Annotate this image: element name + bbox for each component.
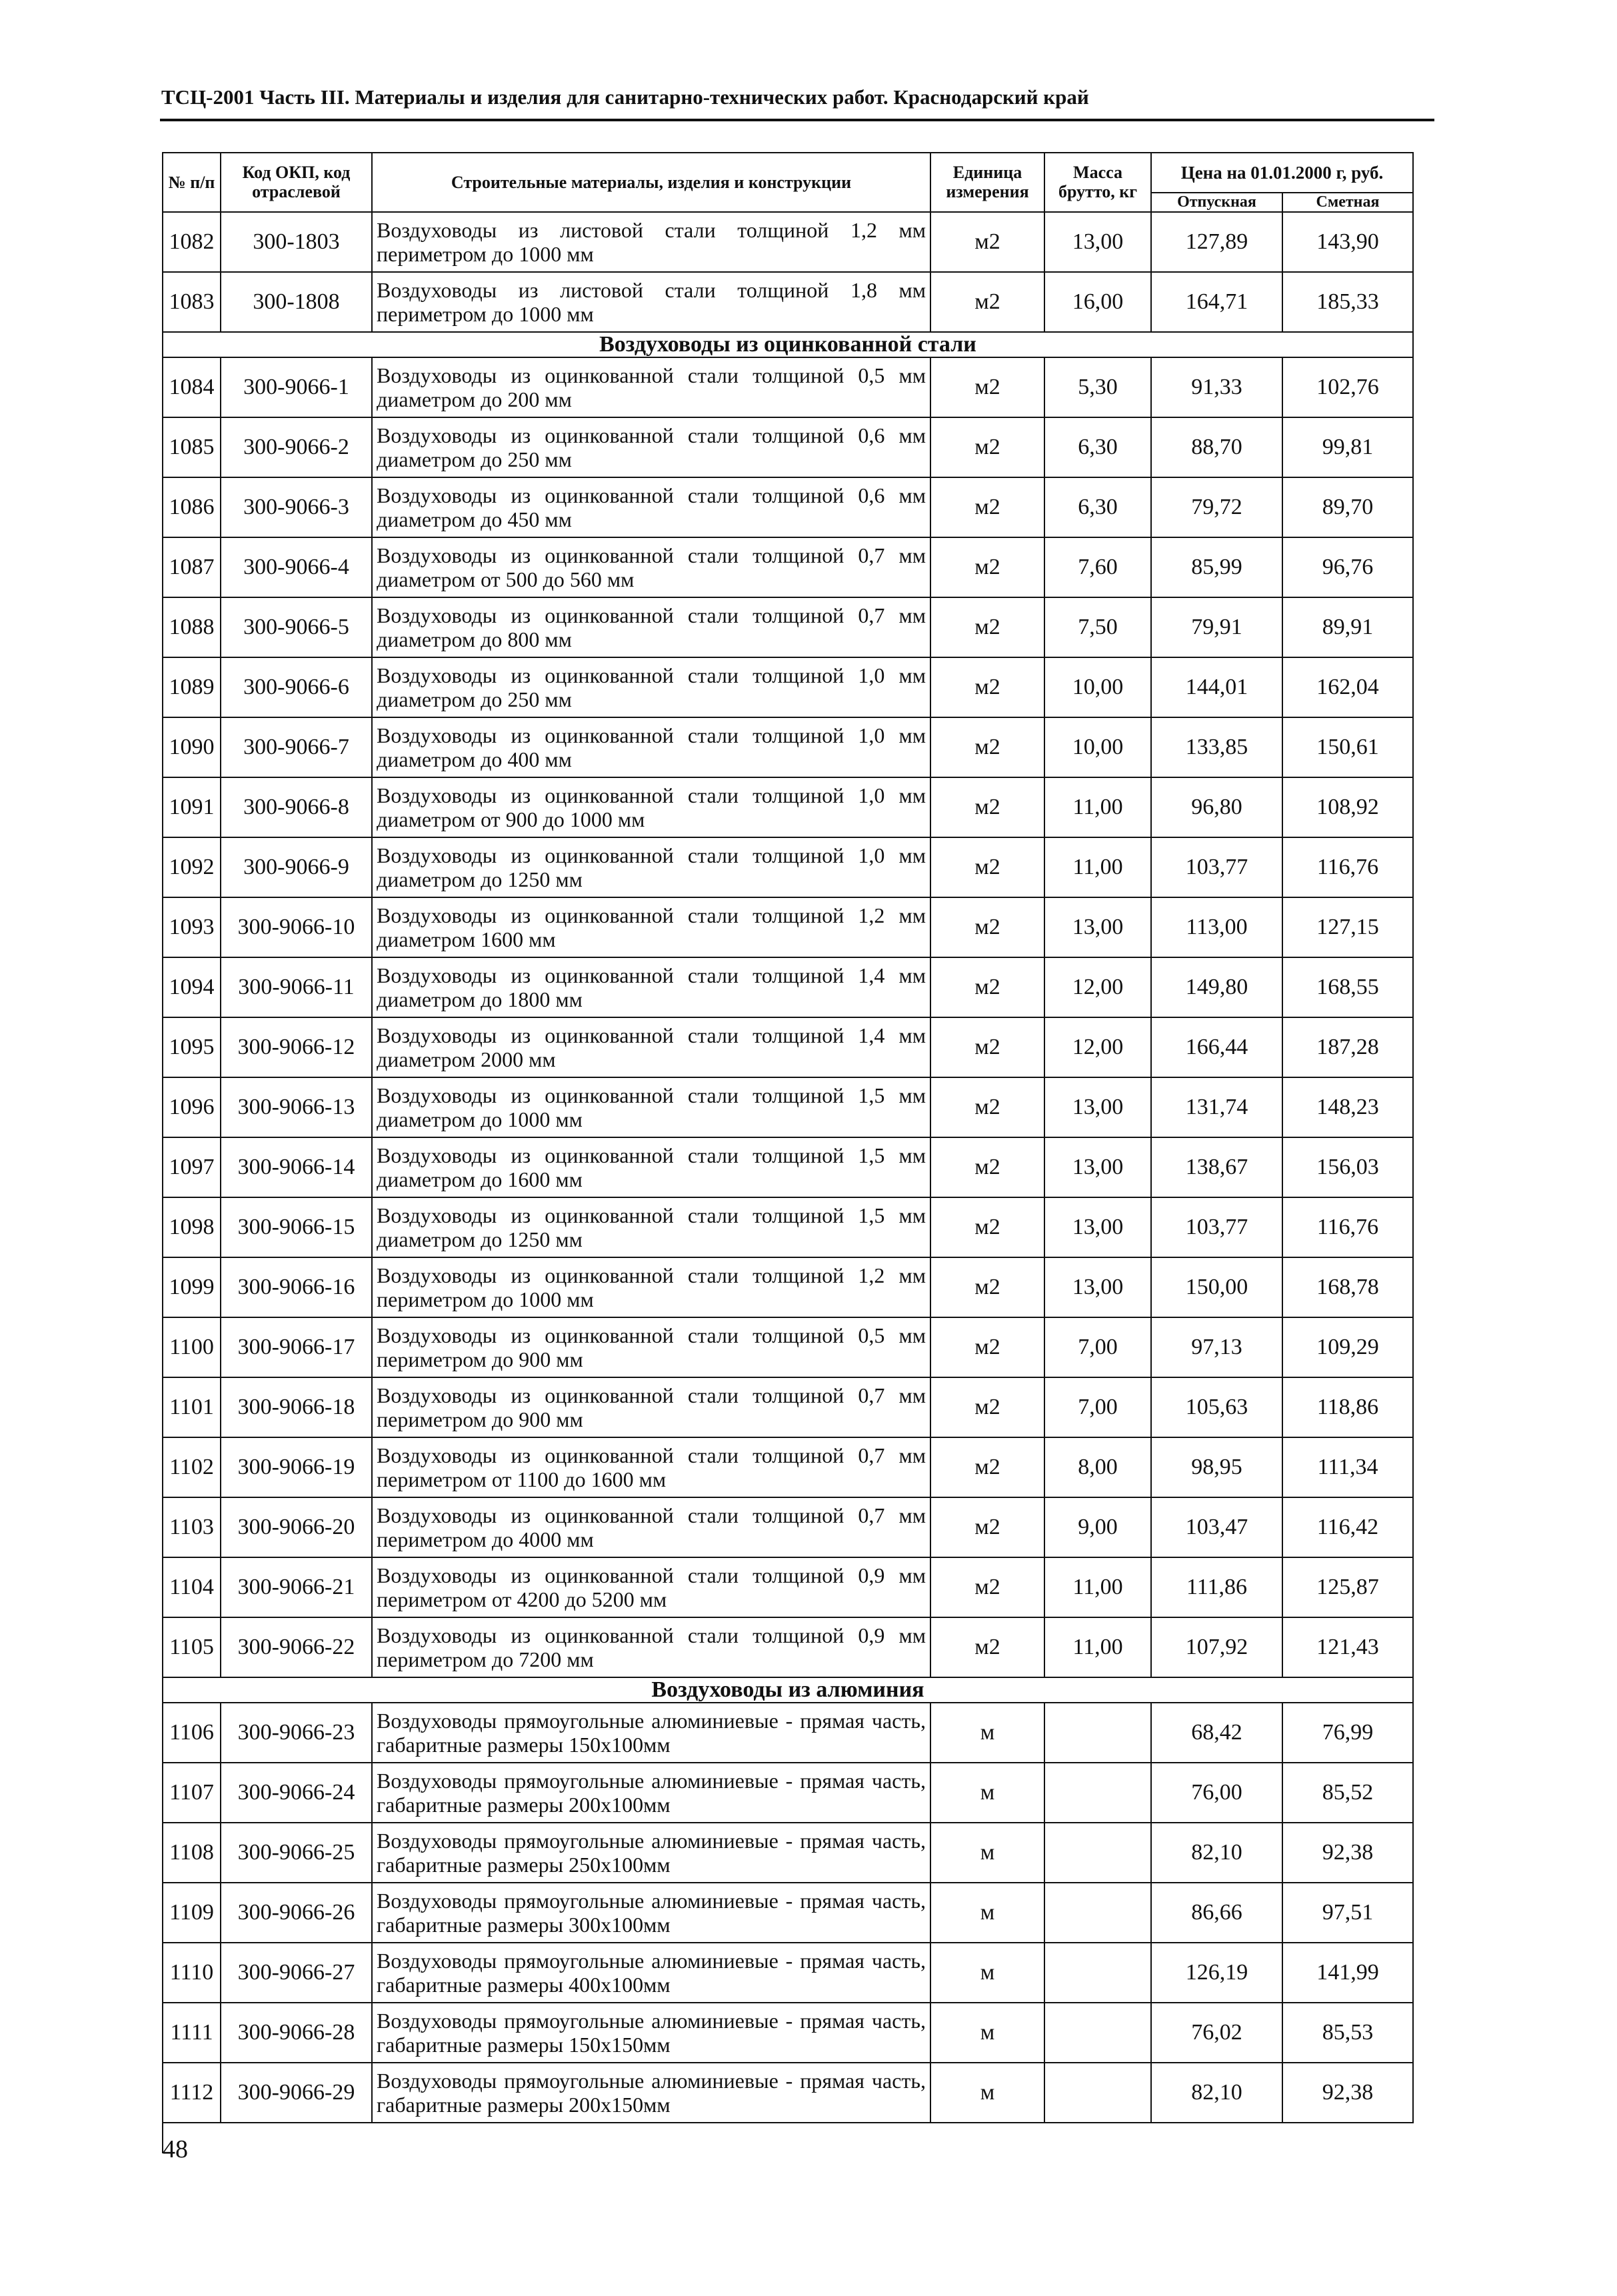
cell-code: 300-9066-28 bbox=[221, 2003, 372, 2063]
cell-mass: 6,30 bbox=[1044, 477, 1151, 537]
cell-mass: 12,00 bbox=[1044, 957, 1151, 1017]
cell-unit: м2 bbox=[930, 597, 1044, 657]
cell-num: 1095 bbox=[163, 1017, 221, 1077]
cell-estimate: 85,53 bbox=[1282, 2003, 1413, 2063]
table-row bbox=[163, 1317, 1413, 1377]
cell-code: 300-9066-23 bbox=[221, 1703, 372, 1763]
cell-estimate: 118,86 bbox=[1282, 1377, 1413, 1437]
header-rule bbox=[160, 119, 1434, 121]
cell-num: 1103 bbox=[163, 1497, 221, 1557]
cell-num: 1084 bbox=[163, 357, 221, 417]
cell-unit: м bbox=[930, 1823, 1044, 1883]
table-row bbox=[163, 1197, 1413, 1257]
table-row bbox=[163, 272, 1413, 332]
table-row bbox=[163, 1823, 1413, 1883]
col-header-unit: Единица измерения bbox=[930, 153, 1044, 212]
section-title-galvanized: Воздуховоды из оцинкованной стали bbox=[163, 332, 1413, 357]
cell-mass: 13,00 bbox=[1044, 897, 1151, 957]
cell-code: 300-9066-9 bbox=[221, 837, 372, 897]
cell-code: 300-9066-11 bbox=[221, 957, 372, 1017]
cell-unit: м bbox=[930, 1943, 1044, 2003]
cell-name: Воздуховоды из листовой стали толщиной 1,8 мм периметром до 1000 мм bbox=[372, 272, 930, 332]
cell-estimate: 89,91 bbox=[1282, 597, 1413, 657]
cell-release: 150,00 bbox=[1151, 1257, 1282, 1317]
cell-code: 300-9066-5 bbox=[221, 597, 372, 657]
cell-num: 1101 bbox=[163, 1377, 221, 1437]
section-galvanized bbox=[163, 332, 1413, 357]
col-header-code: Код ОКП, код отраслевой bbox=[221, 153, 372, 212]
cell-num: 1100 bbox=[163, 1317, 221, 1377]
cell-num: 1099 bbox=[163, 1257, 221, 1317]
cell-name: Воздуховоды из оцинкованной стали толщиной 1,5 мм диаметром до 1000 мм bbox=[372, 1077, 930, 1137]
cell-code: 300-9066-24 bbox=[221, 1763, 372, 1823]
cell-name: Воздуховоды прямоугольные алюминиевые - прямая часть, габаритные размеры 200x150мм bbox=[372, 2063, 930, 2123]
cell-mass bbox=[1044, 2003, 1151, 2063]
section-title-aluminium: Воздуховоды из алюминия bbox=[163, 1677, 1413, 1703]
cell-num: 1107 bbox=[163, 1763, 221, 1823]
cell-estimate: 108,92 bbox=[1282, 777, 1413, 837]
cell-num: 1109 bbox=[163, 1883, 221, 1943]
cell-name: Воздуховоды из оцинкованной стали толщиной 1,2 мм периметром до 1000 мм bbox=[372, 1257, 930, 1317]
cell-unit: м2 bbox=[930, 1437, 1044, 1497]
cell-unit: м2 bbox=[930, 657, 1044, 717]
cell-estimate: 109,29 bbox=[1282, 1317, 1413, 1377]
cell-unit: м2 bbox=[930, 1137, 1044, 1197]
table-row bbox=[163, 897, 1413, 957]
cell-unit: м2 bbox=[930, 357, 1044, 417]
cell-code: 300-9066-4 bbox=[221, 537, 372, 597]
cell-mass: 11,00 bbox=[1044, 777, 1151, 837]
cell-code: 300-9066-17 bbox=[221, 1317, 372, 1377]
cell-estimate: 168,78 bbox=[1282, 1257, 1413, 1317]
cell-unit: м2 bbox=[930, 272, 1044, 332]
cell-estimate: 125,87 bbox=[1282, 1557, 1413, 1617]
table-row bbox=[163, 717, 1413, 777]
cell-mass: 10,00 bbox=[1044, 657, 1151, 717]
cell-unit: м bbox=[930, 1763, 1044, 1823]
cell-release: 113,00 bbox=[1151, 897, 1282, 957]
cell-name: Воздуховоды из листовой стали толщиной 1,2 мм периметром до 1000 мм bbox=[372, 212, 930, 272]
cell-unit: м2 bbox=[930, 957, 1044, 1017]
cell-unit: м2 bbox=[930, 1377, 1044, 1437]
cell-num: 1092 bbox=[163, 837, 221, 897]
cell-mass: 8,00 bbox=[1044, 1437, 1151, 1497]
cell-code: 300-9066-13 bbox=[221, 1077, 372, 1137]
cell-code: 300-9066-22 bbox=[221, 1617, 372, 1677]
cell-name: Воздуховоды из оцинкованной стали толщиной 1,2 мм диаметром 1600 мм bbox=[372, 897, 930, 957]
cell-unit: м2 bbox=[930, 1317, 1044, 1377]
cell-num: 1108 bbox=[163, 1823, 221, 1883]
cell-release: 88,70 bbox=[1151, 417, 1282, 477]
cell-code: 300-9066-6 bbox=[221, 657, 372, 717]
cell-code: 300-9066-16 bbox=[221, 1257, 372, 1317]
cell-release: 107,92 bbox=[1151, 1617, 1282, 1677]
cell-num: 1102 bbox=[163, 1437, 221, 1497]
table-row bbox=[163, 417, 1413, 477]
cell-estimate: 96,76 bbox=[1282, 537, 1413, 597]
cell-release: 111,86 bbox=[1151, 1557, 1282, 1617]
cell-name: Воздуховоды из оцинкованной стали толщиной 0,7 мм периметром до 900 мм bbox=[372, 1377, 930, 1437]
table-row bbox=[163, 477, 1413, 537]
cell-release: 79,91 bbox=[1151, 597, 1282, 657]
cell-mass: 6,30 bbox=[1044, 417, 1151, 477]
cell-estimate: 89,70 bbox=[1282, 477, 1413, 537]
cell-unit: м2 bbox=[930, 537, 1044, 597]
table-row bbox=[163, 2003, 1413, 2063]
cell-num: 1111 bbox=[163, 2003, 221, 2063]
cell-estimate: 168,55 bbox=[1282, 957, 1413, 1017]
cell-mass: 16,00 bbox=[1044, 272, 1151, 332]
cell-release: 105,63 bbox=[1151, 1377, 1282, 1437]
table-row bbox=[163, 2063, 1413, 2123]
cell-mass bbox=[1044, 1703, 1151, 1763]
cell-release: 79,72 bbox=[1151, 477, 1282, 537]
cell-code: 300-9066-29 bbox=[221, 2063, 372, 2123]
cell-release: 96,80 bbox=[1151, 777, 1282, 837]
cell-mass: 7,50 bbox=[1044, 597, 1151, 657]
cell-mass: 11,00 bbox=[1044, 1557, 1151, 1617]
cell-code: 300-9066-21 bbox=[221, 1557, 372, 1617]
cell-estimate: 99,81 bbox=[1282, 417, 1413, 477]
cell-release: 98,95 bbox=[1151, 1437, 1282, 1497]
cell-num: 1089 bbox=[163, 657, 221, 717]
cell-name: Воздуховоды из оцинкованной стали толщиной 1,4 мм диаметром 2000 мм bbox=[372, 1017, 930, 1077]
cell-code: 300-9066-19 bbox=[221, 1437, 372, 1497]
cell-unit: м2 bbox=[930, 1197, 1044, 1257]
table-row bbox=[163, 1017, 1413, 1077]
cell-num: 1086 bbox=[163, 477, 221, 537]
cell-unit: м bbox=[930, 2003, 1044, 2063]
cell-release: 68,42 bbox=[1151, 1703, 1282, 1763]
cell-num: 1094 bbox=[163, 957, 221, 1017]
cell-release: 138,67 bbox=[1151, 1137, 1282, 1197]
cell-release: 86,66 bbox=[1151, 1883, 1282, 1943]
cell-estimate: 156,03 bbox=[1282, 1137, 1413, 1197]
cell-code: 300-1803 bbox=[221, 212, 372, 272]
cell-release: 103,47 bbox=[1151, 1497, 1282, 1557]
cell-name: Воздуховоды из оцинкованной стали толщиной 0,7 мм периметром от 1100 до 1600 мм bbox=[372, 1437, 930, 1497]
cell-mass bbox=[1044, 1943, 1151, 2003]
table-body-steel bbox=[163, 212, 1413, 332]
cell-release: 76,00 bbox=[1151, 1763, 1282, 1823]
cell-mass: 10,00 bbox=[1044, 717, 1151, 777]
cell-name: Воздуховоды прямоугольные алюминиевые - прямая часть, габаритные размеры 150x100мм bbox=[372, 1703, 930, 1763]
cell-estimate: 143,90 bbox=[1282, 212, 1413, 272]
cell-code: 300-9066-26 bbox=[221, 1883, 372, 1943]
cell-code: 300-9066-1 bbox=[221, 357, 372, 417]
cell-release: 82,10 bbox=[1151, 2063, 1282, 2123]
table-row bbox=[163, 1763, 1413, 1823]
table-row bbox=[163, 212, 1413, 272]
cell-release: 133,85 bbox=[1151, 717, 1282, 777]
cell-estimate: 97,51 bbox=[1282, 1883, 1413, 1943]
cell-num: 1097 bbox=[163, 1137, 221, 1197]
col-header-name: Строительные материалы, изделия и конструкции bbox=[372, 153, 930, 212]
cell-mass: 13,00 bbox=[1044, 1077, 1151, 1137]
cell-code: 300-9066-20 bbox=[221, 1497, 372, 1557]
cell-num: 1106 bbox=[163, 1703, 221, 1763]
cell-num: 1087 bbox=[163, 537, 221, 597]
cell-num: 1098 bbox=[163, 1197, 221, 1257]
cell-unit: м2 bbox=[930, 1017, 1044, 1077]
table-row bbox=[163, 1943, 1413, 2003]
cell-unit: м bbox=[930, 2063, 1044, 2123]
cell-estimate: 187,28 bbox=[1282, 1017, 1413, 1077]
table-row bbox=[163, 597, 1413, 657]
cell-estimate: 150,61 bbox=[1282, 717, 1413, 777]
table-row bbox=[163, 1437, 1413, 1497]
cell-mass: 13,00 bbox=[1044, 1197, 1151, 1257]
cell-estimate: 121,43 bbox=[1282, 1617, 1413, 1677]
cell-mass: 11,00 bbox=[1044, 1617, 1151, 1677]
table-row bbox=[163, 957, 1413, 1017]
cell-estimate: 116,76 bbox=[1282, 1197, 1413, 1257]
cell-unit: м2 bbox=[930, 837, 1044, 897]
table-row bbox=[163, 777, 1413, 837]
cell-code: 300-9066-27 bbox=[221, 1943, 372, 2003]
table-row bbox=[163, 657, 1413, 717]
cell-unit: м2 bbox=[930, 777, 1044, 837]
cell-mass: 5,30 bbox=[1044, 357, 1151, 417]
cell-mass: 7,00 bbox=[1044, 1317, 1151, 1377]
cell-release: 144,01 bbox=[1151, 657, 1282, 717]
table-row bbox=[163, 1557, 1413, 1617]
cell-name: Воздуховоды из оцинкованной стали толщиной 0,5 мм периметром до 900 мм bbox=[372, 1317, 930, 1377]
cell-name: Воздуховоды из оцинкованной стали толщиной 1,5 мм диаметром до 1250 мм bbox=[372, 1197, 930, 1257]
page-number: 48 bbox=[163, 2135, 188, 2163]
cell-release: 131,74 bbox=[1151, 1077, 1282, 1137]
cell-code: 300-9066-10 bbox=[221, 897, 372, 957]
table-row bbox=[163, 1377, 1413, 1437]
cell-code: 300-9066-7 bbox=[221, 717, 372, 777]
cell-num: 1112 bbox=[163, 2063, 221, 2123]
cell-code: 300-1808 bbox=[221, 272, 372, 332]
cell-mass bbox=[1044, 1883, 1151, 1943]
cell-name: Воздуховоды из оцинкованной стали толщиной 0,6 мм диаметром до 250 мм bbox=[372, 417, 930, 477]
page-header-title: ТСЦ-2001 Часть III. Материалы и изделия для санитарно-технических работ. Краснодарский край bbox=[161, 85, 1089, 109]
cell-name: Воздуховоды прямоугольные алюминиевые - прямая часть, габаритные размеры 150x150мм bbox=[372, 2003, 930, 2063]
section-aluminium bbox=[163, 1677, 1413, 1703]
cell-num: 1082 bbox=[163, 212, 221, 272]
cell-estimate: 92,38 bbox=[1282, 1823, 1413, 1883]
cell-num: 1093 bbox=[163, 897, 221, 957]
cell-mass: 12,00 bbox=[1044, 1017, 1151, 1077]
cell-estimate: 141,99 bbox=[1282, 1943, 1413, 2003]
cell-name: Воздуховоды из оцинкованной стали толщиной 0,7 мм периметром до 4000 мм bbox=[372, 1497, 930, 1557]
cell-estimate: 102,76 bbox=[1282, 357, 1413, 417]
cell-mass: 13,00 bbox=[1044, 1137, 1151, 1197]
cell-mass: 13,00 bbox=[1044, 212, 1151, 272]
cell-num: 1090 bbox=[163, 717, 221, 777]
cell-unit: м2 bbox=[930, 897, 1044, 957]
cell-estimate: 111,34 bbox=[1282, 1437, 1413, 1497]
cell-num: 1085 bbox=[163, 417, 221, 477]
col-header-release: Отпускная bbox=[1151, 193, 1282, 212]
cell-unit: м2 bbox=[930, 1557, 1044, 1617]
cell-name: Воздуховоды из оцинкованной стали толщиной 1,0 мм диаметром от 900 до 1000 мм bbox=[372, 777, 930, 837]
cell-release: 97,13 bbox=[1151, 1317, 1282, 1377]
cell-estimate: 185,33 bbox=[1282, 272, 1413, 332]
cell-code: 300-9066-18 bbox=[221, 1377, 372, 1437]
cell-name: Воздуховоды прямоугольные алюминиевые - прямая часть, габаритные размеры 400x100мм bbox=[372, 1943, 930, 2003]
cell-name: Воздуховоды из оцинкованной стали толщиной 1,0 мм диаметром до 1250 мм bbox=[372, 837, 930, 897]
cell-name: Воздуховоды прямоугольные алюминиевые - прямая часть, габаритные размеры 300x100мм bbox=[372, 1883, 930, 1943]
cell-mass bbox=[1044, 2063, 1151, 2123]
table-row bbox=[163, 837, 1413, 897]
table-row bbox=[163, 537, 1413, 597]
cell-release: 91,33 bbox=[1151, 357, 1282, 417]
cell-name: Воздуховоды из оцинкованной стали толщиной 1,4 мм диаметром до 1800 мм bbox=[372, 957, 930, 1017]
table-row bbox=[163, 1703, 1413, 1763]
table-row bbox=[163, 1497, 1413, 1557]
cell-unit: м2 bbox=[930, 717, 1044, 777]
cell-mass bbox=[1044, 1823, 1151, 1883]
cell-mass: 7,00 bbox=[1044, 1377, 1151, 1437]
cell-code: 300-9066-15 bbox=[221, 1197, 372, 1257]
cell-release: 103,77 bbox=[1151, 1197, 1282, 1257]
cell-code: 300-9066-14 bbox=[221, 1137, 372, 1197]
cell-name: Воздуховоды из оцинкованной стали толщиной 0,9 мм периметром от 4200 до 5200 мм bbox=[372, 1557, 930, 1617]
cell-release: 149,80 bbox=[1151, 957, 1282, 1017]
cell-name: Воздуховоды из оцинкованной стали толщиной 0,5 мм диаметром до 200 мм bbox=[372, 357, 930, 417]
cell-mass: 13,00 bbox=[1044, 1257, 1151, 1317]
cell-code: 300-9066-3 bbox=[221, 477, 372, 537]
cell-unit: м2 bbox=[930, 212, 1044, 272]
col-header-estimate: Сметная bbox=[1282, 193, 1413, 212]
cell-unit: м bbox=[930, 1703, 1044, 1763]
cell-estimate: 127,15 bbox=[1282, 897, 1413, 957]
cell-num: 1091 bbox=[163, 777, 221, 837]
cell-num: 1096 bbox=[163, 1077, 221, 1137]
cell-unit: м2 bbox=[930, 1077, 1044, 1137]
cell-unit: м2 bbox=[930, 1497, 1044, 1557]
cell-estimate: 92,38 bbox=[1282, 2063, 1413, 2123]
cell-num: 1104 bbox=[163, 1557, 221, 1617]
table-row bbox=[163, 1883, 1413, 1943]
cell-name: Воздуховоды прямоугольные алюминиевые - прямая часть, габаритные размеры 250x100мм bbox=[372, 1823, 930, 1883]
cell-name: Воздуховоды из оцинкованной стали толщиной 1,0 мм диаметром до 400 мм bbox=[372, 717, 930, 777]
cell-estimate: 116,42 bbox=[1282, 1497, 1413, 1557]
cell-name: Воздуховоды из оцинкованной стали толщиной 1,5 мм диаметром до 1600 мм bbox=[372, 1137, 930, 1197]
cell-estimate: 148,23 bbox=[1282, 1077, 1413, 1137]
cell-estimate: 162,04 bbox=[1282, 657, 1413, 717]
cell-mass bbox=[1044, 1763, 1151, 1823]
cell-mass: 9,00 bbox=[1044, 1497, 1151, 1557]
cell-release: 126,19 bbox=[1151, 1943, 1282, 2003]
table-row bbox=[163, 1257, 1413, 1317]
cell-name: Воздуховоды из оцинкованной стали толщиной 0,6 мм диаметром до 450 мм bbox=[372, 477, 930, 537]
cell-unit: м2 bbox=[930, 1257, 1044, 1317]
table-body-aluminium bbox=[163, 1703, 1413, 2123]
cell-release: 164,71 bbox=[1151, 272, 1282, 332]
cell-release: 85,99 bbox=[1151, 537, 1282, 597]
cell-code: 300-9066-25 bbox=[221, 1823, 372, 1883]
cell-estimate: 116,76 bbox=[1282, 837, 1413, 897]
col-header-price: Цена на 01.01.2000 г, руб. bbox=[1151, 153, 1413, 193]
cell-release: 76,02 bbox=[1151, 2003, 1282, 2063]
cell-name: Воздуховоды из оцинкованной стали толщиной 1,0 мм диаметром до 250 мм bbox=[372, 657, 930, 717]
cell-num: 1105 bbox=[163, 1617, 221, 1677]
cell-code: 300-9066-2 bbox=[221, 417, 372, 477]
cell-name: Воздуховоды из оцинкованной стали толщиной 0,7 мм диаметром до 800 мм bbox=[372, 597, 930, 657]
cell-release: 166,44 bbox=[1151, 1017, 1282, 1077]
table-row bbox=[163, 357, 1413, 417]
cell-name: Воздуховоды из оцинкованной стали толщиной 0,7 мм диаметром от 500 до 560 мм bbox=[372, 537, 930, 597]
table-row bbox=[163, 1137, 1413, 1197]
cell-num: 1088 bbox=[163, 597, 221, 657]
cell-release: 127,89 bbox=[1151, 212, 1282, 272]
cell-unit: м2 bbox=[930, 477, 1044, 537]
cell-code: 300-9066-8 bbox=[221, 777, 372, 837]
table-body-galvanized bbox=[163, 357, 1413, 1677]
cell-release: 103,77 bbox=[1151, 837, 1282, 897]
cell-release: 82,10 bbox=[1151, 1823, 1282, 1883]
cell-name: Воздуховоды из оцинкованной стали толщиной 0,9 мм периметром до 7200 мм bbox=[372, 1617, 930, 1677]
col-header-mass: Масса брутто, кг bbox=[1044, 153, 1151, 212]
col-header-num: № п/п bbox=[163, 153, 221, 212]
cell-estimate: 85,52 bbox=[1282, 1763, 1413, 1823]
cell-unit: м2 bbox=[930, 417, 1044, 477]
table-row bbox=[163, 1617, 1413, 1677]
cell-unit: м bbox=[930, 1883, 1044, 1943]
materials-table bbox=[162, 152, 1414, 2123]
cell-mass: 7,60 bbox=[1044, 537, 1151, 597]
cell-num: 1083 bbox=[163, 272, 221, 332]
cell-mass: 11,00 bbox=[1044, 837, 1151, 897]
cell-name: Воздуховоды прямоугольные алюминиевые - прямая часть, габаритные размеры 200x100мм bbox=[372, 1763, 930, 1823]
cell-code: 300-9066-12 bbox=[221, 1017, 372, 1077]
cell-num: 1110 bbox=[163, 1943, 221, 2003]
table-row bbox=[163, 1077, 1413, 1137]
cell-unit: м2 bbox=[930, 1617, 1044, 1677]
cell-estimate: 76,99 bbox=[1282, 1703, 1413, 1763]
